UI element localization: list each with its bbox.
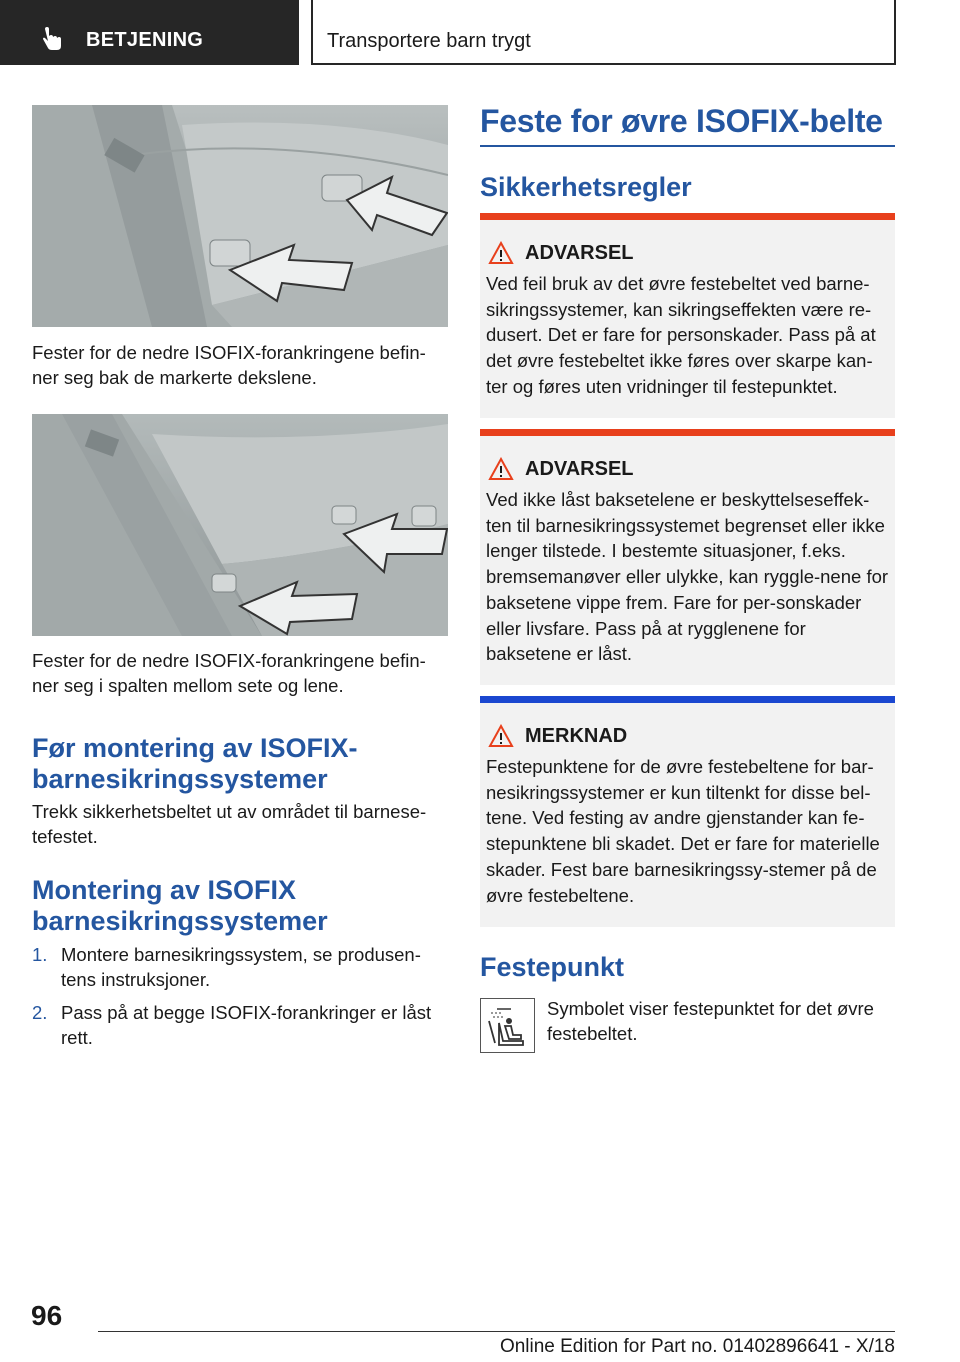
list-number: 2. bbox=[32, 1002, 48, 1023]
warning-triangle-icon bbox=[488, 241, 514, 265]
list-text: Pass på at begge ISOFIX-forankringer er låst rett. bbox=[61, 1002, 432, 1048]
warning-title: ADVARSEL bbox=[525, 242, 634, 264]
warning-box-2 bbox=[480, 429, 895, 685]
warning-triangle-icon bbox=[488, 457, 514, 481]
section-label: BETJENING bbox=[86, 29, 204, 51]
note-box bbox=[480, 696, 895, 927]
child-seat-anchor-symbol-icon bbox=[480, 998, 535, 1053]
warning-text: Ved ikke låst baksetelene er beskyttelseseffek-ten til barnesikringssystemet begrenset eller ikke lenger tilstede. I bestemte situasjoner, f.eks. bremsemanøver eller ulykke, kan ryggle-nene for baksetene vippe frem. Fare for per-sonskader eller livsfare. Pass på at rygglenene for baksetene er låst. bbox=[486, 489, 889, 665]
warning-text: Ved feil bruk av det øvre festebeltet ved barne-sikringssystemer, kan sikringseffekten være re-dusert. Det er fare for personskader. Pass på at det øvre festebeltet ikke føres over skarpe kan-ter og føres uten vridninger til festepunktet. bbox=[486, 273, 876, 397]
heading-before-mounting: Før montering av ISOFIX-barnesikringssystemer bbox=[32, 733, 358, 794]
list-text: Montere barnesikringssystem, se produsen-tens instruksjoner. bbox=[61, 944, 421, 990]
photo-caption-2: Fester for de nedre ISOFIX-forankringene befin-ner seg i spalten mellom sete og lene. bbox=[32, 650, 426, 696]
anchor-text: Symbolet viser festepunktet for det øvre festebeltet. bbox=[547, 998, 874, 1044]
rear-seat-photo-2 bbox=[32, 414, 448, 636]
topic-label: Transportere barn trygt bbox=[327, 30, 531, 52]
footer-edition: Online Edition for Part no. 01402896641 - X/18 bbox=[499, 1336, 895, 1357]
title-rule bbox=[480, 145, 895, 147]
note-triangle-icon bbox=[488, 724, 514, 748]
note-bar bbox=[480, 696, 895, 703]
warning-bar bbox=[480, 429, 895, 436]
note-text: Festepunktene for de øvre festebeltene for bar-nesikringssystemer er kun tiltenkt for disse bel-tene. Ved festing av andre gjenstander kan fe-stepunktene bli skadet. Det er fare for materielle skader. Fest bare barnesikringssy-stemer på de øvre festebeltene. bbox=[486, 756, 880, 906]
text-before-mounting: Trekk sikkerhetsbeltet ut av området til barnese-tefestet. bbox=[32, 801, 427, 847]
list-item bbox=[32, 942, 452, 992]
note-title: MERKNAD bbox=[525, 725, 628, 747]
header-topic-tab bbox=[311, 0, 896, 65]
footer-rule bbox=[98, 1331, 895, 1332]
list-item bbox=[32, 1000, 452, 1050]
rear-seat-photo-1 bbox=[32, 105, 448, 327]
page-number: 96 bbox=[31, 1300, 63, 1331]
heading-mounting: Montering av ISOFIX barnesikringssystemer bbox=[32, 875, 328, 936]
heading-anchor-point: Festepunkt bbox=[480, 952, 625, 982]
hand-pointer-icon bbox=[40, 27, 64, 53]
subtitle: Sikkerhetsregler bbox=[480, 172, 692, 202]
list-number: 1. bbox=[32, 944, 48, 965]
header-section-tab bbox=[0, 0, 299, 65]
warning-title: ADVARSEL bbox=[525, 458, 634, 480]
page-title: Feste for øvre ISOFIX-belte bbox=[480, 103, 883, 139]
warning-bar bbox=[480, 213, 895, 220]
warning-box-1 bbox=[480, 213, 895, 418]
photo-caption-1: Fester for de nedre ISOFIX-forankringene befin-ner seg bak de markerte dekslene. bbox=[32, 342, 426, 388]
